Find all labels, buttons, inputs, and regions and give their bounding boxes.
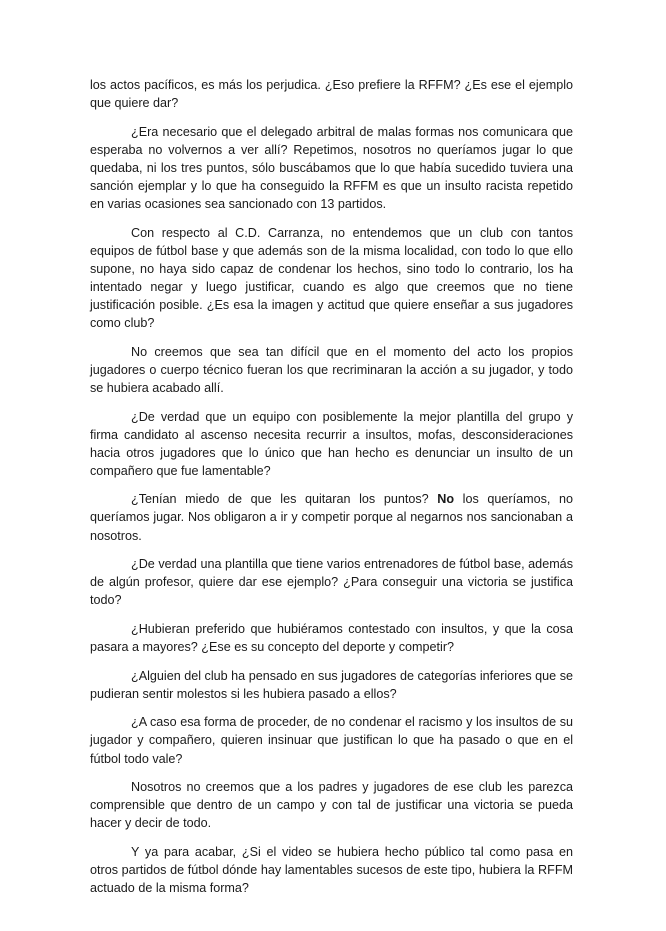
paragraph-12: Y ya para acabar, ¿Si el video se hubiera hecho público tal como pasa en otros partidos de fútbol dónde hay lamentables sucesos de este tipo, hubiera la RFFM actuado de la misma forma?: [90, 844, 573, 896]
paragraph-6: [90, 490, 573, 544]
paragraph-7: ¿De verdad una plantilla que tiene varios entrenadores de fútbol base, además de algún profesor, quiere dar ese ejemplo? ¿Para conseguir una victoria se justifica todo?: [90, 557, 573, 608]
paragraph-1: los actos pacíficos, es más los perjudica. ¿Eso prefiere la RFFM? ¿Es ese el ejemplo que quiere dar?: [90, 78, 573, 111]
paragraph-3: Con respecto al C.D. Carranza, no entendemos que un club con tantos equipos de fútbol base y que además son de la misma localidad, con todo lo que ello supone, no haya sido capaz de condenar los hechos, sino todo lo contrario, los ha intentado negar y luego justificar, cuando es algo que creemos que no tiene justificación posible. ¿Es esa la imagen y actitud que quiere enseñar a sus jugadores como club?: [90, 225, 573, 331]
paragraph-9: ¿Alguien del club ha pensado en sus jugadores de categorías inferiores que se pudieran sentir molestos si les hubiera pasado a ellos?: [90, 668, 573, 701]
paragraph-6-bold-word: No: [437, 492, 455, 507]
paragraph-5: ¿De verdad que un equipo con posiblemente la mejor plantilla del grupo y firma candidato al ascenso necesita recurrir a insultos, mofas, desconsideraciones hacia otros jugadores que lo único que han hecho es denunciar un insulto de un compañero que fue lamentable?: [90, 409, 573, 478]
paragraph-6-text-end: los queríamos, no queríamos jugar. Nos obligaron a ir y competir porque al negarnos nos sancionaban a nosotros.: [90, 492, 574, 543]
paragraph-11: Nosotros no creemos que a los padres y jugadores de ese club les parezca comprensible que dentro de un campo y con tal de justificar una victoria se pueda hacer y decir de todo.: [90, 780, 573, 831]
document-body: [90, 76, 573, 908]
paragraph-4: No creemos que sea tan difícil que en el momento del acto los propios jugadores o cuerpo técnico fueran los que recriminaran la acción a su jugador, y todo se hubiera acabado allí.: [90, 344, 573, 395]
paragraph-10: ¿A caso esa forma de proceder, de no condenar el racismo y los insultos de su jugador y compañero, quieren insinuar que justifican lo que ha pasado o que en el fútbol todo vale?: [90, 715, 573, 766]
paragraph-2: ¿Era necesario que el delegado arbitral de malas formas nos comunicara que esperaba no volvernos a ver allí? Repetimos, nosotros no queríamos jugar lo que quedaba, ni los tres puntos, sólo buscábamos que lo que había sucedido tuviera una sanción ejemplar y lo que ha conseguido la RFFM es que un insulto racista repetido en varias ocasiones sea sancionado con 13 partidos.: [90, 124, 573, 212]
paragraph-6-text-start: ¿Tenían miedo de que les quitaran los puntos?: [131, 492, 438, 507]
paragraph-8: ¿Hubieran preferido que hubiéramos contestado con insultos, y que la cosa pasara a mayores? ¿Ese es su concepto del deporte y competir?: [90, 621, 573, 655]
